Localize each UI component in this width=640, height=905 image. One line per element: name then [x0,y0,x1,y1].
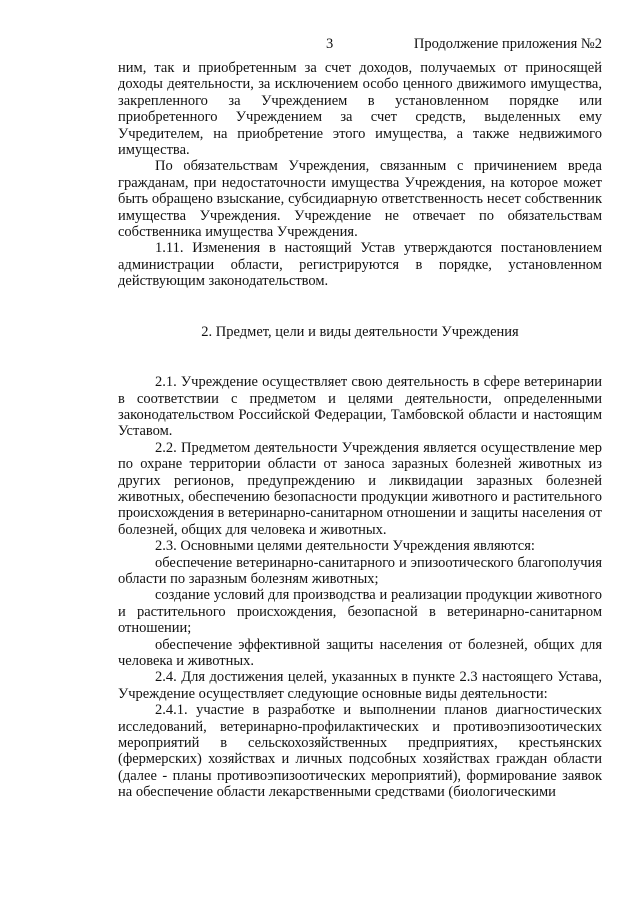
paragraph: 2.3. Основными целями деятельности Учреждения являются: [155,538,535,555]
list-item: обеспечение ветеринарно-санитарного и эпизоотического благополучия области по заразным болезням животных; [118,554,602,587]
paragraph: 2.4. Для достижения целей, указанных в пункте 2.3 настоящего Устава, Учреждение осуществляет следующие основные виды деятельности: [118,669,602,702]
paragraph: 2.2. Предметом деятельности Учреждения является осуществление мер по охране территории области от заноса заразных болезней животных из других регионов, предупреждению и ликвидации заразных болезней животных, обеспечению безопасности продукции животного и растительного происхождения в ветеринарно-санитарном отношении и защиты населения от болезней, общих для человека и животных. [118,439,602,538]
paragraph: 2.1. Учреждение осуществляет свою деятельность в сфере ветеринарии в соответствии с предметом и целями деятельности, определенными законодательством Российской Федерации, Тамбовской области и настоящим Уставом. [118,374,602,440]
paragraph: 2.4.1. участие в разработке и выполнении планов диагностических исследований, ветеринарно-профилактических и противоэпизоотических мероприятий в сельскохозяйственных предприятиях, крестьянских (фермерских) хозяйствах и личных подсобных хозяйствах граждан области (далее - планы противоэпизоотических мероприятий), формирование заявок на обеспечение области лекарственными средствами (биологическими [118,702,602,801]
paragraph: ним, так и приобретенным за счет доходов, получаемых от приносящей доходы деятельности, за исключением особо ценного движимого имущества, закрепленного за Учреждением в установленном порядке или приобретенного Учреждением за счет средств, выделенных ему Учредителем, на приобретение этого имущества, а также недвижимого имущества. [118,60,602,159]
document-body [118,60,602,801]
section-heading: 2. Предмет, цели и виды деятельности Учреждения [201,323,519,340]
paragraph: 1.11. Изменения в настоящий Устав утверждаются постановлением администрации области, регистрируются в порядке, установленном действующим законодательством. [118,240,602,290]
list-item: создание условий для производства и реализации продукции животного и растительного происхождения, безопасной в ветеринарно-санитарном отношении; [118,587,602,637]
paragraph: По обязательствам Учреждения, связанным с причинением вреда гражданам, при недостаточности имущества Учреждения, на которое может быть обращено взыскание, субсидиарную ответственность несет собственник имущества Учреждения. Учреждение не отвечает по обязательствам собственника имущества Учреждения. [118,158,602,241]
list-item: обеспечение эффективной защиты населения от болезней, общих для человека и животных. [118,636,602,669]
page-number: 3 [326,36,334,52]
appendix-note: Продолжение приложения №2 [413,36,602,52]
